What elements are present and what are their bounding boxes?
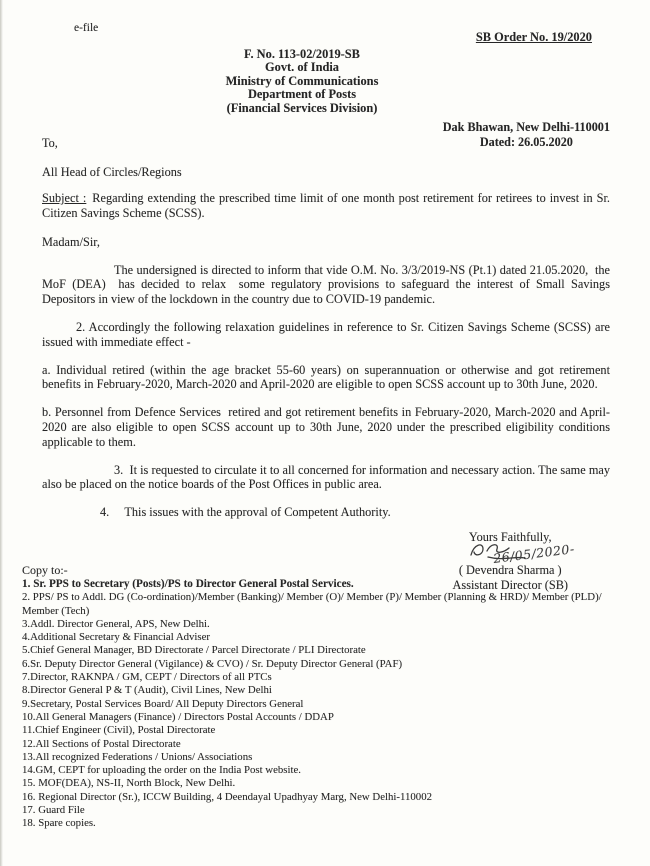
copy-to-item: 3.Addl. Director General, APS, New Delhi. xyxy=(22,617,210,630)
letterhead-line: Department of Posts xyxy=(247,87,357,101)
top-row xyxy=(42,22,610,45)
body-paragraph: 4. This issues with the approval of Competent Authority. xyxy=(100,505,391,520)
copy-to-list xyxy=(22,578,610,831)
place-line: Dak Bhawan, New Delhi-110001 xyxy=(442,120,610,134)
copy-to-item: 1. Sr. PPS to Secretary (Posts)/PS to Director General Postal Services. xyxy=(22,577,354,590)
copy-to-label: Copy to:- xyxy=(22,562,68,577)
body-paragraph: 2. Accordingly the following relaxation guidelines in reference to Sr. Citizen Savings Scheme (SCSS) are issued with immediate effect - xyxy=(42,319,614,349)
copy-to-item: 4.Additional Secretary & Financial Adviser xyxy=(22,631,211,644)
sb-order-number: SB Order No. 19/2020 xyxy=(475,30,592,44)
copy-to-item: 8.Director General P & T (Audit), Civil Lines, New Delhi xyxy=(22,684,272,697)
copy-to-item: 7.Director, RAKNPA / GM, CEPT / Directors of all PTCs xyxy=(22,671,272,684)
copy-to-item: 10.All General Managers (Finance) / Directors Postal Accounts / DDAP xyxy=(22,710,334,723)
handwritten-date: 26/05/2020- xyxy=(491,541,575,566)
copy-to-item: 17. Guard File xyxy=(22,804,85,816)
letter-body xyxy=(42,262,614,520)
letterhead-line: Govt. of India xyxy=(264,60,339,74)
letterhead xyxy=(18,47,586,115)
to-label: To, xyxy=(42,136,58,150)
copy-to-item: 14.GM, CEPT for uploading the order on the India Post website. xyxy=(22,764,301,777)
copy-to-item: 11.Chief Engineer (Civil), Postal Directorate xyxy=(22,724,216,737)
signatory-designation: Assistant Director (SB) xyxy=(452,577,568,592)
letterhead-line: Ministry of Communications xyxy=(225,73,379,88)
org-lines xyxy=(18,61,586,115)
copy-to-item: 6.Sr. Deputy Director General (Vigilance) & CVO) / Sr. Deputy Director General (PAF) xyxy=(22,657,403,670)
copy-to-item: 5.Chief General Manager, BD Directorate / Parcel Directorate / PLI Directorate xyxy=(22,644,366,657)
signatory-name: ( Devendra Sharma ) xyxy=(458,562,562,577)
copy-to-item: 16. Regional Director (Sr.), ICCW Building, 4 Deendayal Upadhyay Marg, New Delhi-110002 xyxy=(22,790,433,803)
subject-line xyxy=(42,191,610,221)
signature-scribble xyxy=(467,541,575,566)
copy-to-item: 12.All Sections of Postal Directorate xyxy=(22,737,181,750)
copy-to-item: 9.Secretary, Postal Services Board/ All Deputy Directors General xyxy=(22,697,304,710)
subject-text: Regarding extending the prescribed time limit of one month post retirement for retirees to invest in Sr. Citizen Savings Scheme (SCSS). xyxy=(42,191,610,220)
letterhead-line: (Financial Services Division) xyxy=(226,100,378,115)
salutation: Madam/Sir, xyxy=(42,234,100,249)
closing-phrase: Yours Faithfully, xyxy=(468,529,552,544)
copy-to-item: 13.All recognized Federations / Unions/ Associations xyxy=(22,750,253,763)
copy-to-section xyxy=(22,563,610,831)
copy-to-item: 15. MOF(DEA), NS-II, North Block, New Delhi. xyxy=(22,777,236,790)
recipient: All Head of Circles/Regions xyxy=(42,165,182,179)
body-paragraph: 3. It is requested to circulate it to all concerned for information and necessary action. The same may also be placed on the notice boards of the Post Offices in public area. xyxy=(42,462,614,492)
date-line: Dated: 26.05.2020 xyxy=(479,134,573,149)
copy-to-item: 2. PPS/ PS to Addl. DG (Co-ordination)/Member (Banking)/ Member (O)/ Member (P)/ Member (Planning & HRD)/ Member (PLD)/ Member (Tech) xyxy=(22,591,602,617)
efile-label: e-file xyxy=(74,22,99,34)
subject-label: Subject : xyxy=(42,191,87,205)
copy-to-item: 18. Spare copies. xyxy=(22,817,96,830)
body-paragraph: a. Individual retired (within the age bracket 55-60 years) on superannuation or otherwise and got retirement benefits in February-2020, March-2020 and April-2020 are eligible to open SCSS account up to 30th June, 2020. xyxy=(42,362,614,392)
body-paragraph: b. Personnel from Defence Services retired and got retirement benefits in February-2020, March-2020 and April-2020 are also eligible to open SCSS account up to 30th June, 2020 under the prescribed eligibility conditions applicable to them. xyxy=(42,405,614,449)
body-paragraph: The undersigned is directed to inform that vide O.M. No. 3/3/2019-NS (Pt.1) dated 21.05.2020, the MoF (DEA) has decided to relax some regulatory provisions to safeguard the interest of Small Savings Depositors in view of the lockdown in the country due to COVID-19 pandemic. xyxy=(42,262,614,307)
file-number: F. No. 113-02/2019-SB xyxy=(244,47,360,61)
